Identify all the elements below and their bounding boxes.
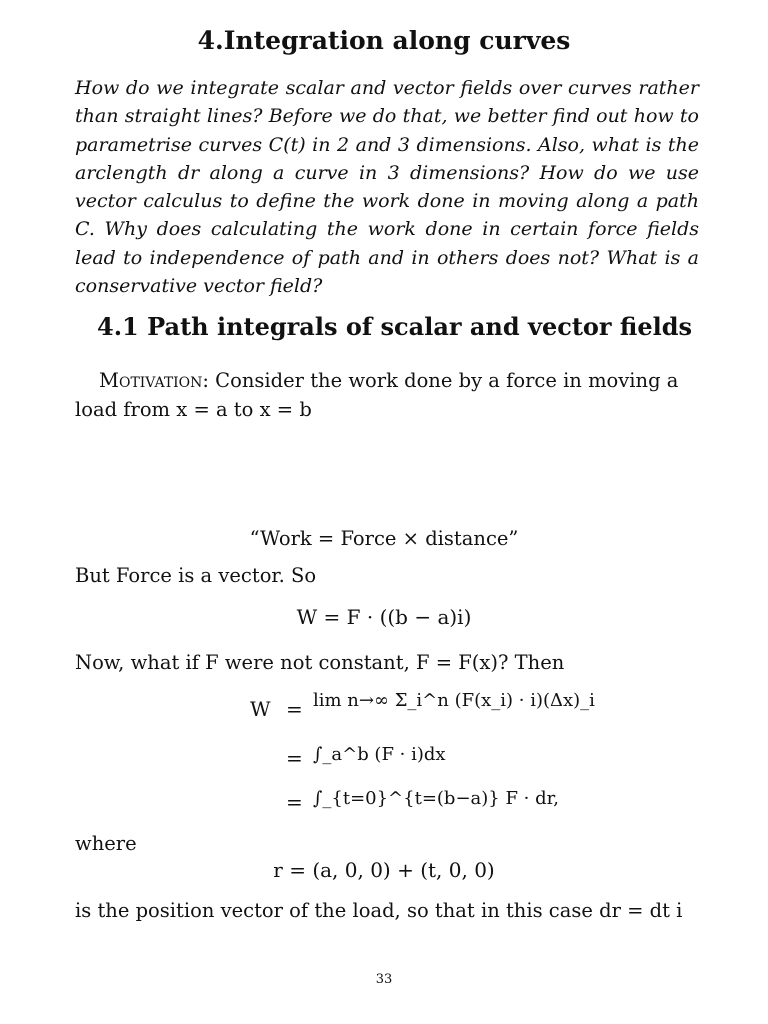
- motivation-label: Motivation:: [99, 369, 209, 392]
- position-text: is the position vector of the load, so that in this case dr = dt i: [75, 899, 683, 922]
- chapter-title: 4.Integration along curves: [197, 26, 571, 55]
- intro-paragraph: [75, 74, 699, 300]
- page-number: 33: [375, 972, 393, 987]
- eq-limit-sum: lim n→∞ Σ_i^n (F(x_i) · i)(Δx)_i: [313, 690, 595, 711]
- not-constant-text: Now, what if F were not constant, F = F(x)? Then: [75, 651, 565, 674]
- force-vector-text: But Force is a vector. So: [75, 564, 317, 587]
- motivation-paragraph: [75, 366, 700, 424]
- equation-position: r = (a, 0, 0) + (t, 0, 0): [273, 858, 495, 882]
- equation-work-dot: W = F · ((b − a)i): [296, 605, 472, 629]
- where-text: where: [75, 832, 137, 855]
- eq-lhs-w: W: [250, 697, 271, 721]
- eq-equals-1: =: [286, 697, 303, 721]
- motivation-text: Consider the work done by a force in moving a load from x = a to x = b: [75, 369, 679, 421]
- work-quote: “Work = Force × distance”: [249, 527, 519, 550]
- section-title: 4.1 Path integrals of scalar and vector fields: [97, 312, 693, 341]
- eq-integral-dr: ∫_{t=0}^{t=(b−a)} F · dr,: [313, 788, 559, 809]
- intro-text: How do we integrate scalar and vector fields over curves rather than straight lines? Before we do that, we better find out how to parametrise curves C(t) in 2 and 3 dimensions. Also, what is the arclength dr along a curve in 3 dimensions? How do we use vector calculus to define the work done in moving along a path C. Why does calculating the work done in certain force fields lead to independence of path and in others does not? What is a conservative vector field?: [75, 77, 699, 298]
- eq-equals-2: =: [286, 746, 303, 770]
- eq-equals-3: =: [286, 790, 303, 814]
- eq-integral-dx: ∫_a^b (F · i)dx: [313, 744, 446, 765]
